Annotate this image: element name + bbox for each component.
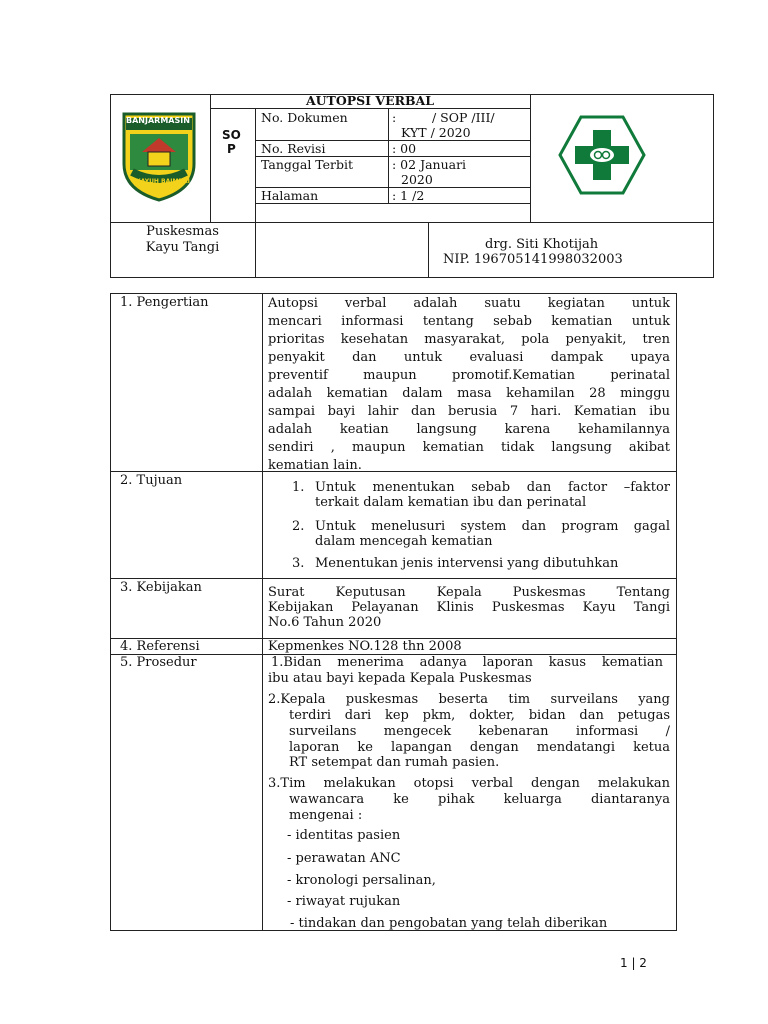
pengertian-line: Autopsi verbal adalah suatu kegiatan untuk <box>268 296 670 311</box>
tujuan-num-2: 2. <box>292 519 305 534</box>
prosedur-step-3-line-1: 3.Tim melakukan otopsi verbal dengan melakukan <box>268 776 670 791</box>
prosedur-step-3-line-2: wawancara ke pihak keluarga diantaranya <box>289 792 670 807</box>
field-value-tanggal: : 02 Januari <box>392 157 467 172</box>
prosedur-step-2-line-2: terdiri dari kep pkm, dokter, bidan dan petugas <box>289 708 670 723</box>
sop-label-2: P <box>227 142 236 156</box>
pengertian-line: penyakit dan untuk evaluasi dampak upaya <box>268 350 670 365</box>
pengertian-last-line: kematian lain. <box>268 458 362 473</box>
org-name-2: Kayu Tangi <box>145 240 220 255</box>
section-label-pengertian: 1. Pengertian <box>120 295 209 310</box>
page-number: 1 | 2 <box>620 956 647 970</box>
prosedur-step-2-line-4: laporan ke lapangan dengan mendatangi ketua <box>289 740 670 755</box>
field-label-tanggal: Tanggal Terbit <box>261 157 354 172</box>
pengertian-line: preventif maupun promotif.Kematian perinatal <box>268 368 670 383</box>
prosedur-step-2-line-1: 2.Kepala puskesmas beserta tim surveilans yang <box>268 692 670 707</box>
crest-text-bottom: KAYUH BAIMBAI <box>136 178 190 185</box>
section-label-tujuan: 2. Tujuan <box>120 473 183 488</box>
prosedur-bullet: - perawatan ANC <box>287 851 401 866</box>
puskesmas-logo-icon <box>557 114 647 196</box>
sop-label-1: SO <box>222 128 241 142</box>
kebijakan-line-3: No.6 Tahun 2020 <box>268 615 382 630</box>
signer-name: drg. Siti Khotijah <box>485 237 599 252</box>
pengertian-text <box>268 295 670 475</box>
signer-nip: NIP. 196705141998032003 <box>443 252 623 267</box>
org-name-1: Puskesmas <box>146 224 219 239</box>
field-value-dokumen-1: / SOP /III/ <box>432 110 495 125</box>
pengertian-line: adalah kematian dalam masa kehamilan 28 minggu <box>268 386 670 401</box>
tujuan-item-3-line-1: Menentukan jenis intervensi yang dibutuhkan <box>315 556 619 571</box>
document-title: AUTOPSI VERBAL <box>305 93 435 108</box>
section-label-kebijakan: 3. Kebijakan <box>120 580 202 595</box>
field-sep-dokumen: : <box>392 110 397 125</box>
field-value-halaman: : 1 /2 <box>392 188 425 203</box>
field-label-dokumen: No. Dokumen <box>261 110 348 125</box>
tujuan-num-3: 3. <box>292 556 305 571</box>
prosedur-step-1-line-2: ibu atau bayi kepada Kepala Puskesmas <box>268 671 532 686</box>
tujuan-item-2-line-2: dalam mencegah kematian <box>315 534 493 549</box>
prosedur-step-2-line-3: surveilans mengecek kebenaran informasi / <box>289 724 670 739</box>
crest-text-top: BANJARMASIN <box>126 116 190 125</box>
field-label-revisi: No. Revisi <box>261 141 326 156</box>
field-label-halaman: Halaman <box>261 188 319 203</box>
prosedur-bullet: - tindakan dan pengobatan yang telah diberikan <box>290 916 608 931</box>
prosedur-step-2-line-5: RT setempat dan rumah pasien. <box>289 755 500 770</box>
tujuan-item-2-line-1: Untuk menelusuri system dan program gagal <box>315 519 670 534</box>
field-value-dokumen-2: KYT / 2020 <box>401 125 471 140</box>
section-label-prosedur: 5. Prosedur <box>120 655 197 670</box>
prosedur-step-3-line-3: mengenai : <box>289 808 363 823</box>
section-label-referensi: 4. Referensi <box>120 639 200 654</box>
pengertian-line: prioritas kesehatan masyarakat, pola penyakit, tren <box>268 332 670 347</box>
pengertian-line: adalah keatian langsung karena kehamilannya <box>268 422 670 437</box>
field-value-tanggal-2: 2020 <box>401 172 433 187</box>
referensi-text: Kepmenkes NO.128 thn 2008 <box>268 639 462 654</box>
prosedur-bullet: - kronologi persalinan, <box>287 873 436 888</box>
pengertian-line: sampai bayi lahir dan berusia 7 hari. Kematian ibu <box>268 404 670 419</box>
tujuan-num-1: 1. <box>292 480 305 495</box>
prosedur-bullet: - riwayat rujukan <box>287 894 401 909</box>
tujuan-item-1-line-1: Untuk menentukan sebab dan factor –faktor <box>315 480 670 495</box>
field-value-revisi: : 00 <box>392 141 417 156</box>
prosedur-bullet: - identitas pasien <box>287 828 401 843</box>
tujuan-item-1-line-2: terkait dalam kematian ibu dan perinatal <box>315 495 587 510</box>
kebijakan-line-1: Surat Keputusan Kepala Puskesmas Tentang <box>268 585 670 600</box>
kebijakan-line-2: Kebijakan Pelayanan Klinis Puskesmas Kayu Tangi <box>268 600 670 615</box>
prosedur-step-1-line-1: 1.Bidan menerima adanya laporan kasus kematian <box>271 655 663 670</box>
pengertian-line: sendiri , maupun kematian tidak langsung akibat <box>268 440 670 455</box>
pengertian-line: mencari informasi tentang sebab kematian untuk <box>268 314 670 329</box>
